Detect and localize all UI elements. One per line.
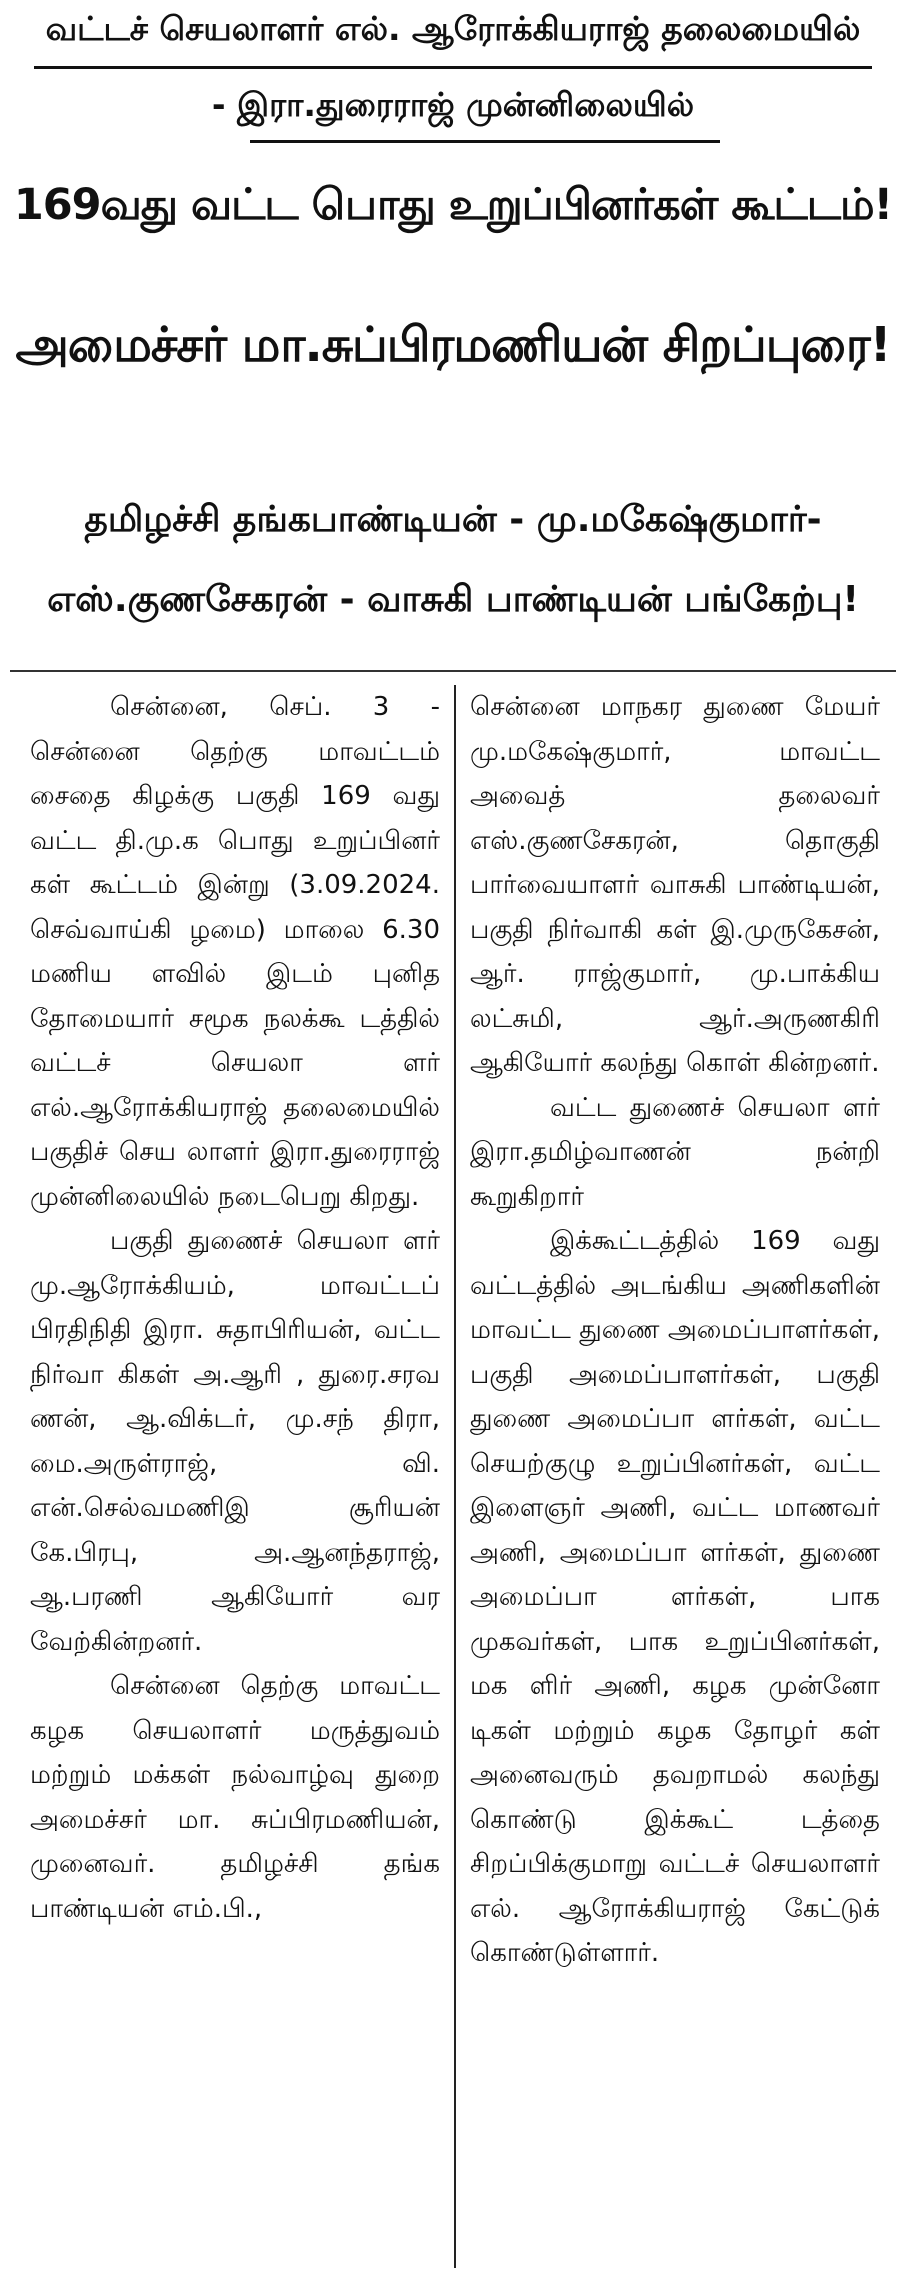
- paragraph: சென்னை மாநகர துணை மேயர் மு.மகேஷ்குமார், மாவட்ட அவைத் தலைவர் எஸ்.குணசேகரன், தொகுதி பார்வையாளர் வாசுகி பாண்டியன், பகுதி நிர்வாகி கள் இ.முருகேசன், ஆர். ராஜ்குமார், மு.பாக்கிய லட்சுமி, ஆர்.அருணகிரி ஆகியோர் கலந்து கொள் கின்றனர்.: [470, 692, 880, 1078]
- subhead-line-2: எஸ்.குணசேகரன் - வாசுகி பாண்டியன் பங்கேற்பு!: [47, 579, 859, 620]
- paragraph: சென்னை தெற்கு மாவட்ட கழக செயலாளர் மருத்துவம் மற்றும் மக்கள் நல்வாழ்வு துறை அமைச்சர் மா. சுப்பிரமணியன், முனைவர். தமிழச்சி தங்க பாண்டியன் எம்.பி.,: [30, 1671, 440, 1924]
- article-body: [30, 685, 880, 2268]
- section-divider: [10, 670, 896, 672]
- paragraph: இக்கூட்டத்தில் 169 வது வட்டத்தில் அடங்கிய அணிகளின் மாவட்ட துணை அமைப்பாளர்கள், பகுதி அமைப்பாளர்கள், பகுதி துணை அமைப்பா ளர்கள், வட்ட செயற்குழு உறுப்பினர்கள், வட்ட இளைஞர் அணி, வட்ட மாணவர் அணி, அமைப்பா ளர்கள், துணை அமைப்பா ளர்கள், பாக முகவர்கள், பாக உறுப்பினர்கள், மக ளிர் அணி, கழக முன்னோ டிகள் மற்றும் கழக தோழர் கள் அனைவரும் தவறாமல் கலந்து கொண்டு இக்கூட் டத்தை சிறப்பிக்குமாறு வட்டச் செயலாளர் எல். ஆரோக்கியராஜ் கேட்டுக் கொண்டுள்ளார்.: [470, 1226, 880, 1968]
- headline-line-1: 169வது வட்ட பொது உறுப்பினர்கள் கூட்டம்!: [13, 180, 893, 230]
- paragraph: சென்னை, செப். 3 - சென்னை தெற்கு மாவட்டம் சைதை கிழக்கு பகுதி 169 வது வட்ட தி.மு.க பொது உறுப்பினர் கள் கூட்டம் இன்று (3.09.2024. செவ்வாய்கி ழமை) மாலை 6.30 மணிய ளவில் இடம் புனித தோமையார் சமூக நலக்கூ டத்தில் வட்டச் செயலா ளர் எல்.ஆரோக்கியராஜ் தலைமையில் பகுதிச் செய லாளர் இரா.துரைராஜ் முன்னிலையில் நடைபெறு கிறது.: [30, 692, 440, 1212]
- subhead-line-1: தமிழச்சி தங்கபாண்டியன் - மு.மகேஷ்குமார்-: [84, 499, 822, 540]
- kicker-underline: [250, 140, 720, 143]
- paragraph: வட்ட துணைச் செயலா ளர் இரா.தமிழ்வாணன் நன்றி கூறுகிறார்: [470, 1092, 880, 1212]
- article-column-right: [470, 685, 880, 2268]
- column-divider: [454, 685, 456, 2268]
- paragraph: பகுதி துணைச் செயலா ளர் மு.ஆரோக்கியம், மாவட்டப் பிரதிநிதி இரா. சுதாபிரியன், வட்ட நிர்வா கிகள் அ.ஆரி , துரை.சரவ ணன், ஆ.விக்டர், மு.சந் திரா, மை.அருள்ராஜ், வி. என்.செல்வமணிஇ சூரியன் கே.பிரபு, அ.ஆனந்தராஜ், ஆ.பரணி ஆகியோர் வர வேற்கின்றனர்.: [30, 1226, 440, 1657]
- article-column-left: [30, 685, 440, 2268]
- kicker-line-1: வட்டச் செயலாளர் எல். ஆரோக்கியராஜ் தலைமையில்: [45, 9, 861, 48]
- kicker-line-2: - இரா.துரைராஜ் முன்னிலையில்: [211, 85, 695, 124]
- kicker-divider: [34, 66, 872, 69]
- headline-line-2: அமைச்சர் மா.சுப்பிரமணியன் சிறப்புரை!: [15, 317, 891, 373]
